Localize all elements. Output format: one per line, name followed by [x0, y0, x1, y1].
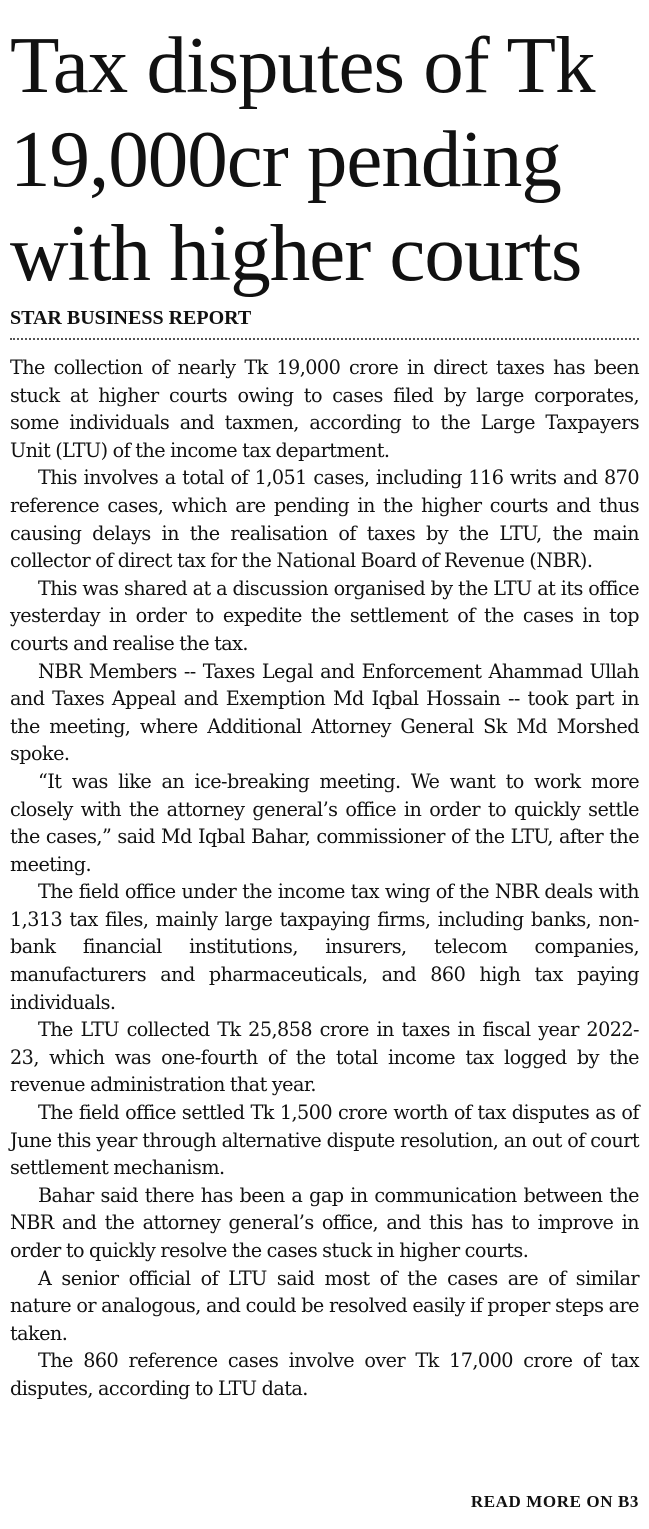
article-body	[10, 354, 639, 1403]
paragraph-1: The collection of nearly Tk 19,000 crore in direct taxes has been stuck at higher courts owing to cases filed by large corporates, some individuals and taxmen, according to the Large Taxpayers Unit (LTU) of the income tax department.	[10, 356, 639, 462]
paragraph-7: The LTU collected Tk 25,858 crore in taxes in fiscal year 2022-23, which was one-fourth of the total income tax logged by the revenue administration that year.	[10, 1018, 639, 1097]
paragraph-2: This involves a total of 1,051 cases, including 116 writs and 870 reference cases, which are pending in the higher courts and thus causing delays in the realisation of taxes by the LTU, the main collector of direct tax for the National Board of Revenue (NBR).	[10, 466, 639, 573]
paragraph-8: The field office settled Tk 1,500 crore worth of tax disputes as of June this year through alternative dispute resolution, an out of court settlement mechanism.	[10, 1101, 639, 1180]
paragraph-3: This was shared at a discussion organised by the LTU at its office yesterday in order to expedite the settlement of the cases in top courts and realise the tax.	[10, 576, 639, 655]
article	[10, 18, 639, 1403]
headline-line-1: Tax disputes of Tk	[10, 20, 595, 110]
paragraph-10: A senior official of LTU said most of the cases are of similar nature or analogous, and could be resolved easily if proper steps are taken.	[10, 1266, 639, 1345]
paragraph-6: The field office under the income tax wing of the NBR deals with 1,313 tax files, mainly large taxpaying firms, including banks, non-bank financial institutions, insurers, telecom companies, manufacturers and pharmaceuticals, and 860 high tax paying individuals.	[10, 880, 639, 1014]
paragraph-9: Bahar said there has been a gap in communication between the NBR and the attorney general’s office, and this has to improve in order to quickly resolve the cases stuck in higher courts.	[10, 1183, 639, 1262]
headline-line-3: with higher courts	[10, 208, 582, 298]
paragraph-11: The 860 reference cases involve over Tk 17,000 crore of tax disputes, according to LTU data.	[10, 1349, 639, 1400]
paragraph-5: “It was like an ice-breaking meeting. We want to work more closely with the attorney general’s office in order to quickly settle the cases,” said Md Iqbal Bahar, commissioner of the LTU, after the meeting.	[10, 769, 639, 876]
headline	[10, 18, 639, 300]
byline: STAR BUSINESS REPORT	[10, 306, 639, 340]
headline-line-2: 19,000cr pending	[10, 114, 561, 204]
paragraph-4: NBR Members -- Taxes Legal and Enforcement Ahammad Ullah and Taxes Appeal and Exemption Md Iqbal Hossain -- took part in the meeting, where Additional Attorney General Sk Md Morshed spoke.	[10, 659, 639, 766]
read-more-link[interactable]: READ MORE ON B3	[470, 1492, 639, 1511]
